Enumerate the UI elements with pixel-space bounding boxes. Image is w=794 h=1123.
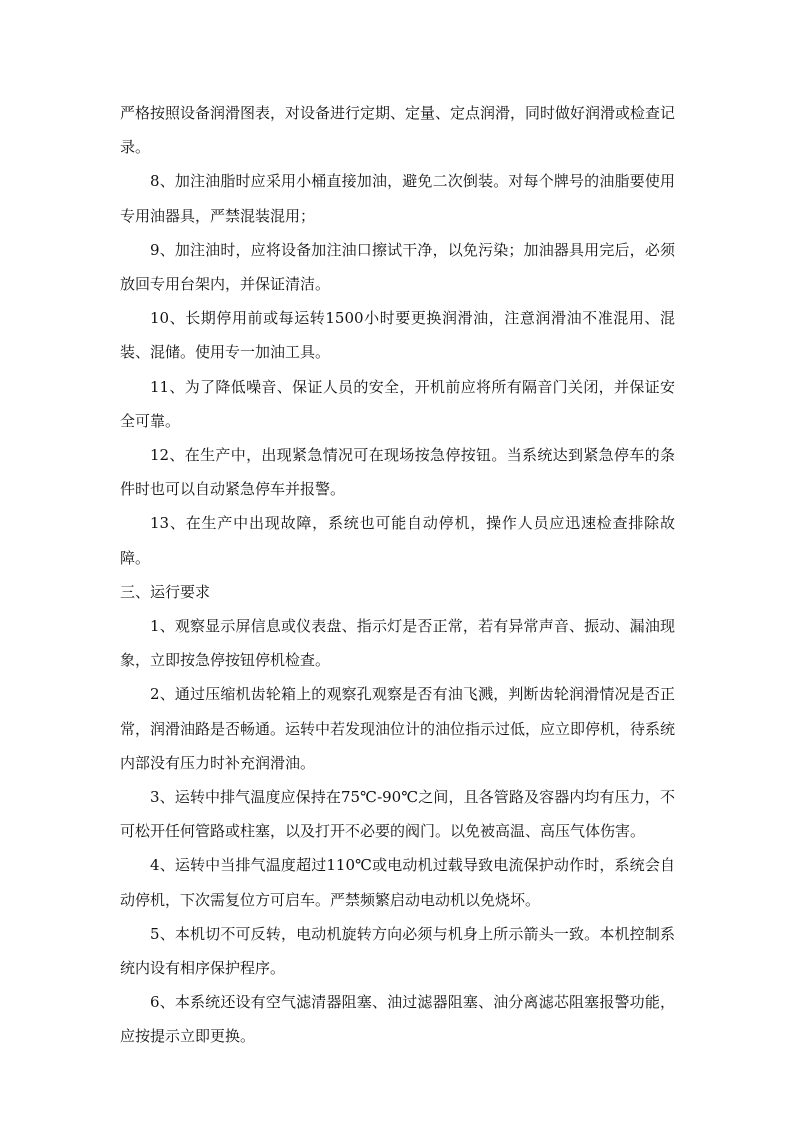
paragraph-item-13: 13、在生产中出现故障，系统也可能自动停机，操作人员应迅速检查排除故障。 xyxy=(120,514,675,567)
section-item-6: 6、本系统还设有空气滤清器阻塞、油过滤器阻塞、油分离滤芯阻塞报警功能，应按提示立即更换。 xyxy=(120,993,675,1046)
section-item-2: 2、通过压缩机齿轮箱上的观察孔观察是否有油飞溅，判断齿轮润滑情况是否正常，润滑油路是否畅通。运转中若发现油位计的油位指示过低，应立即停机，待系统内部没有压力时补充润滑油。 xyxy=(120,685,676,772)
section-item-4: 4、运转中当排气温度超过110℃或电动机过载导致电流保护动作时，系统会自动停机，下次需复位方可启车。严禁频繁启动电动机以免烧坏。 xyxy=(120,856,675,909)
section-item-3: 3、运转中排气温度应保持在75℃-90℃之间，且各管路及容器内均有压力，不可松开任何管路或柱塞，以及打开不必要的阀门。以免被高温、高压气体伤害。 xyxy=(120,788,675,841)
section-item-5: 5、本机切不可反转，电动机旋转方向必须与机身上所示箭头一致。本机控制系统内设有相序保护程序。 xyxy=(120,924,675,978)
paragraph-item-8: 8、加注油脂时应采用小桶直接加油，避免二次倒装。对每个牌号的油脂要使用专用油器具，严禁混装混用； xyxy=(120,172,675,225)
paragraph-item-9: 9、加注油时，应将设备加注油口擦试干净，以免污染；加油器具用完后，必须放回专用台架内，并保证清洁。 xyxy=(120,240,675,294)
document-page xyxy=(120,96,675,1054)
paragraph-item-11: 11、为了降低噪音、保证人员的安全，开机前应将所有隔音门关闭，并保证安全可靠。 xyxy=(120,377,675,430)
paragraph-continued: 严格按照设备润滑图表，对设备进行定期、定量、定点润滑，同时做好润滑或检查记录。 xyxy=(120,104,676,157)
paragraph-item-10: 10、长期停用前或每运转1500小时要更换润滑油，注意润滑油不准混用、混装、混储。使用专一加油工具。 xyxy=(120,309,675,362)
paragraph-item-12: 12、在生产中，出现紧急情况可在现场按急停按钮。当系统达到紧急停车的条件时也可以自动紧急停车并报警。 xyxy=(120,446,675,499)
section-item-1: 1、观察显示屏信息或仪表盘、指示灯是否正常，若有异常声音、振动、漏油现象，立即按急停按钮停机检查。 xyxy=(120,617,675,670)
section-heading: 三、运行要求 xyxy=(120,582,211,601)
